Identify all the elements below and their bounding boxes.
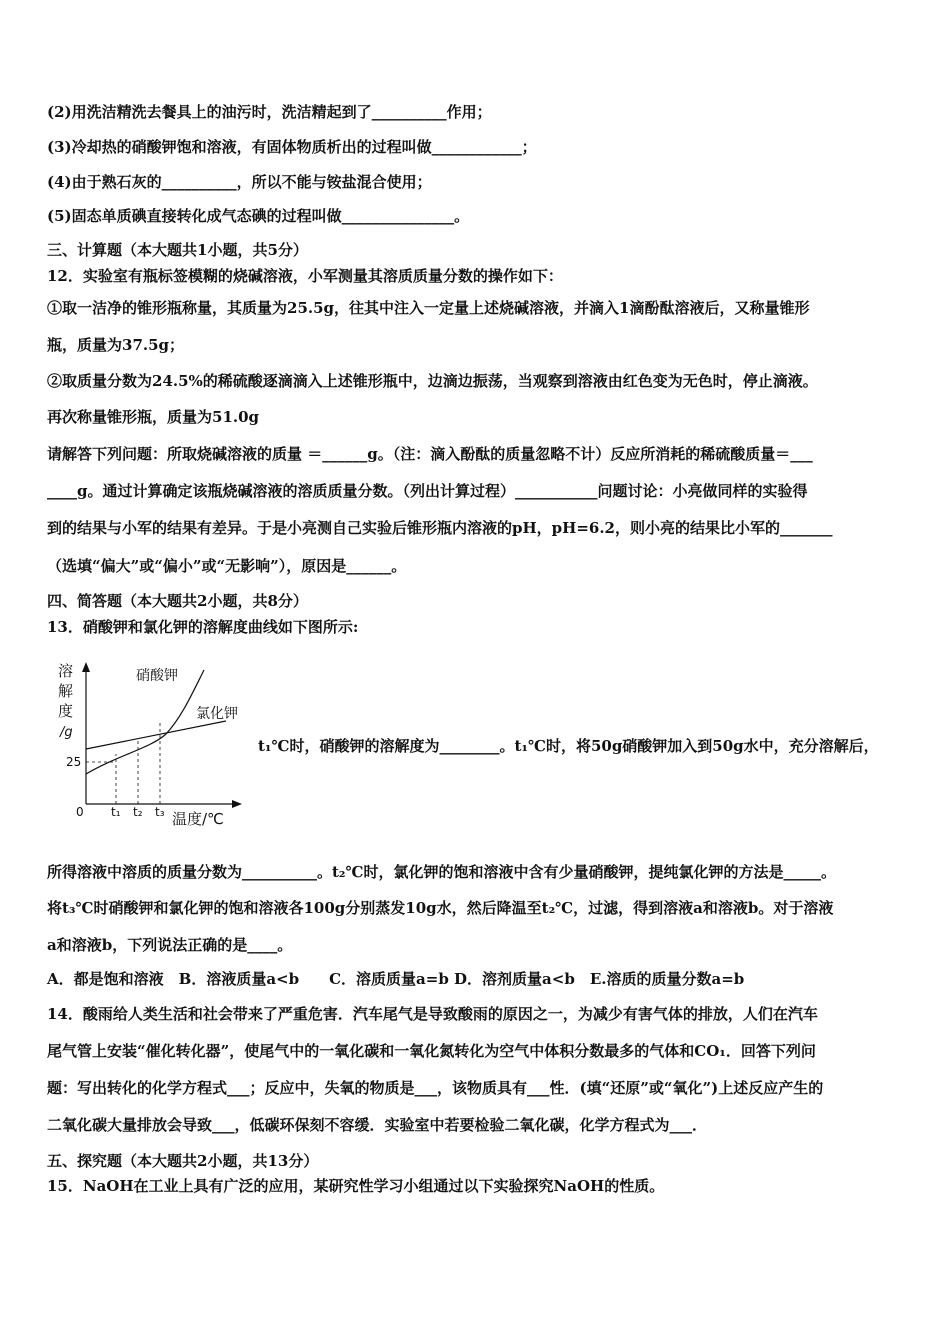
series-line-kno3 bbox=[86, 670, 204, 774]
q12-question-1: 请解答下列问题：所取烧碱溶液的质量 ＝______g。（注：滴入酚酞的质量忽略不计）反应所消耗的稀硫酸质量＝___ bbox=[47, 445, 813, 463]
section-5-heading: 五、探究题（本大题共2小题，共13分） bbox=[47, 1152, 319, 1170]
q13-line-2: 所得溶液中溶质的质量分数为__________。t₂℃时，氯化钾的饱和溶液中含有少量硝酸钾，提纯氯化钾的方法是_____。 bbox=[47, 863, 836, 881]
y-label-char: 解 bbox=[58, 682, 74, 700]
q12-step2-a: ②取质量分数为24.5%的稀硫酸逐滴滴入上述锥形瓶中，边滴边振荡，当观察到溶液由红色变为无色时，停止滴液。 bbox=[47, 372, 818, 390]
q11-line-4: (4)由于熟石灰的__________，所以不能与铵盐混合使用； bbox=[47, 173, 432, 191]
q11-line-3: (3)冷却热的硝酸钾饱和溶液，有固体物质析出的过程叫做____________； bbox=[47, 138, 537, 156]
section-3-heading: 三、计算题（本大题共1小题，共5分） bbox=[47, 241, 308, 259]
q14-line-1: 14．酸雨给人类生活和社会带来了严重危害．汽车尾气是导致酸雨的原因之一，为减少有害气体的排放，人们在汽车 bbox=[47, 1005, 818, 1023]
y-axis-arrow bbox=[82, 662, 90, 672]
y-label-char: 溶 bbox=[58, 662, 74, 680]
q13-stem: 13．硝酸钾和氯化钾的溶解度曲线如下图所示: bbox=[47, 618, 359, 636]
q15-stem: 15．NaOH在工业上具有广泛的应用，某研究性学习小组通过以下实验探究NaOH的性质。 bbox=[47, 1177, 665, 1195]
x-tick-label-t2: t₂ bbox=[133, 805, 143, 819]
y-label-char: /g bbox=[60, 725, 73, 740]
series-label-kno3: 硝酸钾 bbox=[136, 668, 178, 684]
origin-label: 0 bbox=[76, 805, 84, 819]
series-label-kcl: 氯化钾 bbox=[196, 706, 238, 722]
q14-line-3: 题：写出转化的化学方程式___；反应中，失氧的物质是___，该物质具有___性．(填“还原”或“氧化”)上述反应产生的 bbox=[47, 1079, 824, 1097]
q11-line-2: (2)用洗洁精洗去餐具上的油污时，洗洁精起到了__________作用； bbox=[47, 103, 492, 121]
q14-line-2: 尾气管上安装“催化转化器”，使尾气中的一氧化碳和一氧化氮转化为空气中体积分数最多的气体和CO₁．回答下列问 bbox=[47, 1042, 816, 1060]
section-4-heading: 四、简答题（本大题共2小题，共8分） bbox=[47, 592, 308, 610]
q12-step1-a: ①取一洁净的锥形瓶称量，其质量为25.5g，往其中注入一定量上述烧碱溶液，并滴入1滴酚酞溶液后，又称量锥形 bbox=[47, 299, 810, 317]
y-tick-label: 25 bbox=[66, 755, 82, 769]
q12-question-2: ____g。通过计算确定该瓶烧碱溶液的溶质质量分数。（列出计算过程）___________问题讨论：小亮做同样的实验得 bbox=[47, 482, 808, 500]
q12-step1-b: 瓶，质量为37.5g； bbox=[47, 336, 185, 354]
q13-side-text: t₁℃时，硝酸钾的溶解度为________。t₁℃时，将50g硝酸钾加入到50g水中，充分溶解后， bbox=[258, 737, 879, 755]
q12-step2-b: 再次称量锥形瓶，质量为51.0g bbox=[47, 408, 260, 426]
q12-stem: 12．实验室有瓶标签模糊的烧碱溶液，小军测量其溶质质量分数的操作如下： bbox=[47, 267, 563, 285]
x-axis-label: 温度/℃ bbox=[172, 810, 224, 828]
q12-question-3: 到的结果与小军的结果有差异。于是小亮测自己实验后锥形瓶内溶液的pH，pH=6.2，则小亮的结果比小军的_______ bbox=[47, 519, 833, 537]
q13-options: A．都是饱和溶液 B．溶液质量a<b C．溶质质量a=b D．溶剂质量a<b E.溶质的质量分数a=b bbox=[47, 970, 745, 988]
q12-question-4: （选填“偏大”或“偏小”或“无影响”），原因是______。 bbox=[47, 557, 407, 575]
x-axis-arrow bbox=[232, 800, 242, 808]
q14-line-4: 二氧化碳大量排放会导致___，低碳环保刻不容缓．实验室中若要检验二氧化碳，化学方程式为___． bbox=[47, 1116, 708, 1134]
y-label-char: 度 bbox=[58, 702, 74, 720]
x-tick-label-t1: t₁ bbox=[111, 805, 121, 819]
series-line-kcl bbox=[86, 721, 226, 749]
x-tick-label-t3: t₃ bbox=[155, 805, 165, 819]
q13-line-3: 将t₃℃时硝酸钾和氯化钾的饱和溶液各100g分别蒸发10g水，然后降温至t₂℃，过滤，得到溶液a和溶液b。对于溶液 bbox=[47, 899, 834, 917]
q13-line-4: a和溶液b，下列说法正确的是____。 bbox=[47, 936, 293, 954]
q11-line-5: (5)固态单质碘直接转化成气态碘的过程叫做_______________。 bbox=[47, 207, 470, 225]
solubility-chart bbox=[56, 656, 252, 832]
